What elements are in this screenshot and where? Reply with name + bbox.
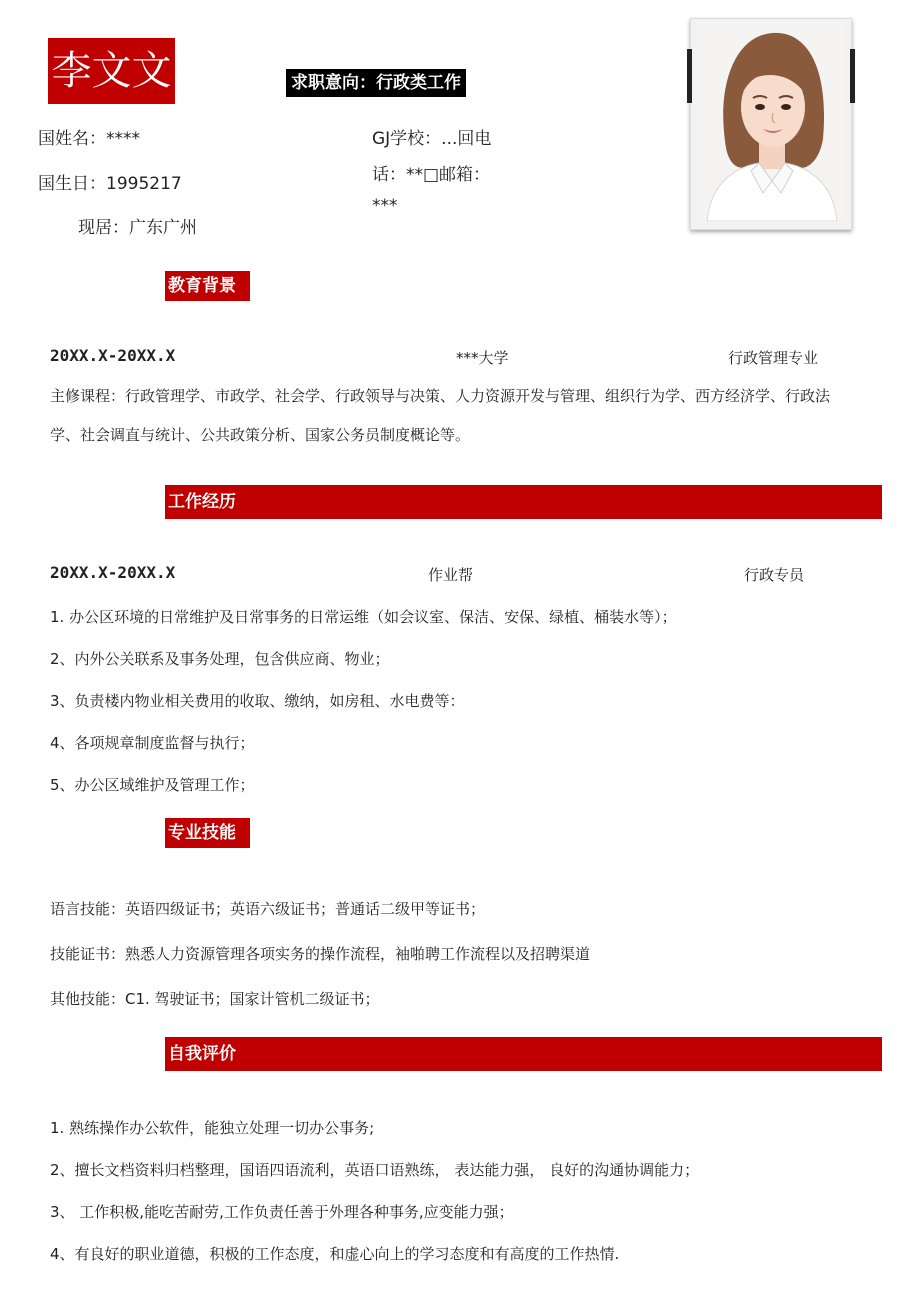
work-duty-item: 4、各项规章制度监督与执行； [50, 734, 255, 752]
work-position: 行政专员 [744, 566, 805, 584]
work-duty-item: 3、负责楼内物业相关费用的收取、缴纳，如房租、水电费等： [50, 692, 465, 710]
skill-item: 语言技能：英语四级证书；英语六级证书；普通话二级甲等证书； [50, 900, 486, 918]
profile-photo [690, 18, 852, 230]
info-residence: 现居：广东广州 [78, 218, 197, 238]
skills-section-title: 专业技能 [165, 818, 250, 848]
work-date: 20XX.X-20XX.X [50, 563, 176, 582]
photo-clip-right [850, 49, 855, 103]
portrait-illustration [697, 21, 845, 221]
info-email-value: *** [372, 196, 398, 216]
work-duty-item: 1. 办公区环境的日常维护及日常事务的日常运维（如会议室、保洁、安保、绿植、桶装水等）； [50, 608, 677, 626]
education-section-title: 教育背景 [165, 271, 250, 301]
education-courses-line-1: 主修课程：行政管理学、市政学、社会学、行政领导与决策、人力资源开发与管理、组织行为学、西方经济学、行政法 [50, 387, 831, 405]
education-courses-line-2: 学、社会调直与统计、公共政策分析、国家公务员制度概论等。 [50, 426, 471, 444]
work-duty-item: 5、办公区域维护及管理工作； [50, 776, 255, 794]
self-eval-section-title: 自我评价 [165, 1037, 882, 1071]
education-major: 行政管理专业 [728, 349, 819, 367]
photo-clip-left [687, 49, 692, 103]
self-eval-item: 4、有良好的职业道德，积极的工作态度，和虚心向上的学习态度和有高度的工作热情. [50, 1245, 620, 1263]
education-date: 20XX.X-20XX.X [50, 346, 176, 365]
self-eval-item: 1. 熟练操作办公软件，能独立处理一切办公事务; [50, 1119, 375, 1137]
skill-item: 其他技能：C1. 驾驶证书；国家计管机二级证书； [50, 990, 380, 1008]
work-section-title: 工作经历 [165, 485, 882, 519]
self-eval-item: 3、 工作积极,能吃苦耐劳,工作负责任善于外理各种事务,应变能力强； [50, 1203, 514, 1221]
info-name: 国姓名：**** [38, 129, 140, 149]
work-company: 作业帮 [428, 566, 474, 584]
job-intent-label: 求职意向：行政类工作 [286, 69, 466, 97]
info-phone-email: 话：**□邮箱： [372, 165, 491, 185]
avatar [697, 21, 845, 221]
name-banner: 李文文 [48, 38, 175, 104]
info-birthday: 国生日：1995217 [38, 174, 182, 194]
education-school: ***大学 [456, 349, 509, 367]
self-eval-item: 2、擅长文档资料归档整理，国语四语流利，英语口语熟练， 表达能力强， 良好的沟通协调能力； [50, 1161, 700, 1179]
work-duty-item: 2、内外公关联系及事务处理，包含供应商、物业； [50, 650, 390, 668]
info-school: GJ学校：...回电 [372, 129, 492, 149]
skill-item: 技能证书：熟悉人力资源管理各项实务的操作流程，袖啪聘工作流程以及招聘渠道 [50, 945, 591, 963]
